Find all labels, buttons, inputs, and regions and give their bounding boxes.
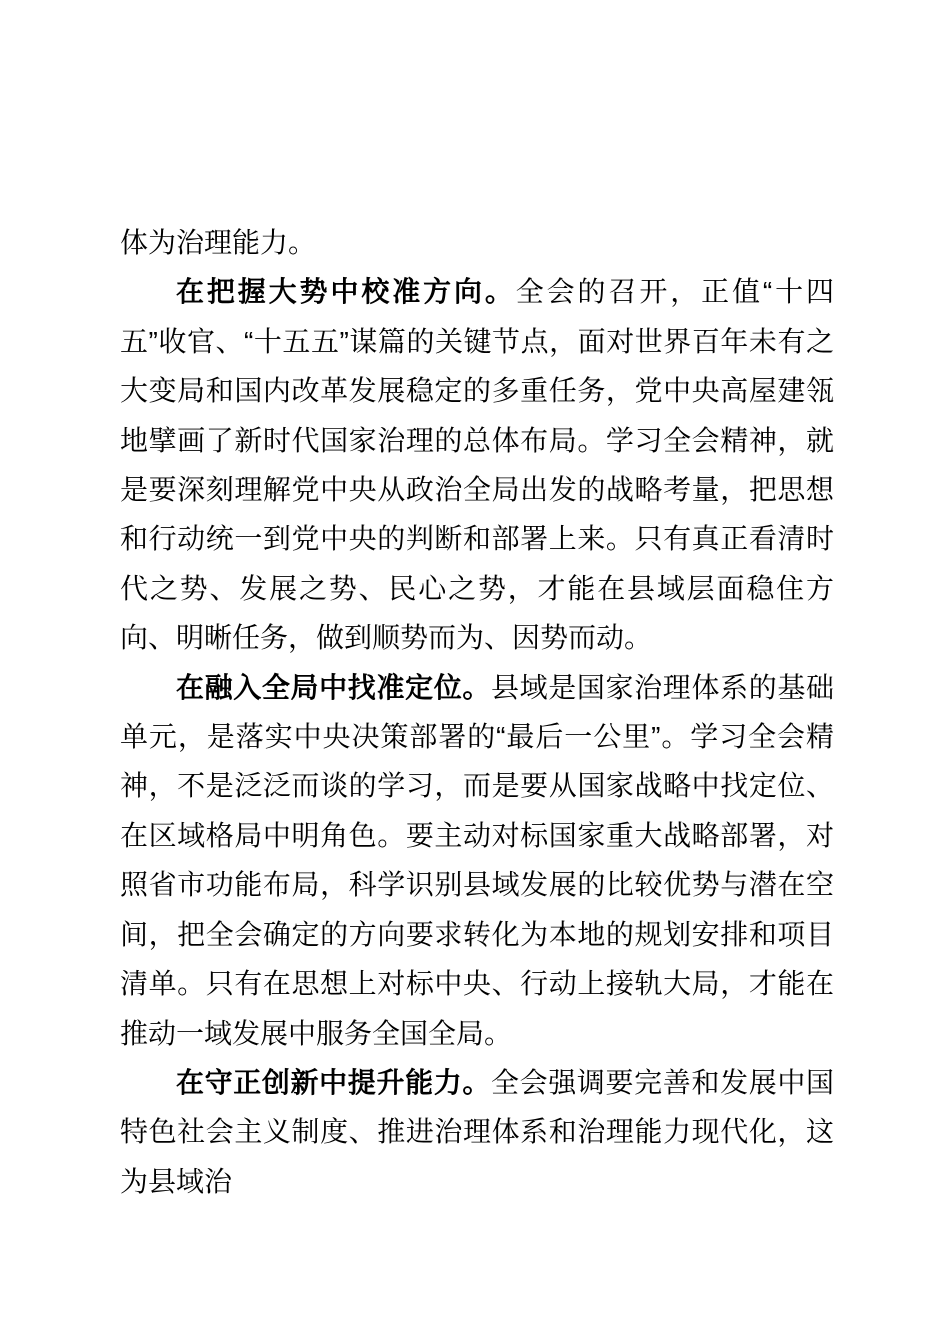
paragraph <box>120 267 834 662</box>
paragraph-text: 县域是国家治理体系的基础单元，是落实中央决策部署的“最后一公里”。学习全会精神，不是泛泛而谈的学习，而是要从国家战略中找定位、在区域格局中明角色。要主动对标国家重大战略部署，对照省市功能布局，科学识别县域发展的比较优势与潜在空间，把全会确定的方向要求转化为本地的规划安排和项目清单。只有在思想上对标中央、行动上接轨大局，才能在推动一域发展中服务全国全局。 <box>120 671 834 1049</box>
paragraph-lead: 在把握大势中校准方向。 <box>176 276 516 308</box>
paragraph <box>120 1058 834 1206</box>
paragraph <box>120 663 834 1058</box>
paragraph-lead: 在融入全局中找准定位。 <box>176 671 491 703</box>
paragraph-text: 全会的召开，正值“十四五”收官、“十五五”谋篇的关键节点，面对世界百年未有之大变局和国内改革发展稳定的多重任务，党中央高屋建瓴地擘画了新时代国家治理的总体布局。学习全会精神，就是要深刻理解党中央从政治全局出发的战略考量，把思想和行动统一到党中央的判断和部署上来。只有真正看清时代之势、发展之势、民心之势，才能在县域层面稳住方向、明晰任务，做到顺势而为、因势而动。 <box>120 276 834 654</box>
paragraph-lead: 在守正创新中提升能力。 <box>176 1066 491 1098</box>
paragraph-text: 全会强调要完善和发展中国特色社会主义制度、推进治理体系和治理能力现代化，这为县域治 <box>120 1066 834 1197</box>
paragraph <box>120 218 834 267</box>
paragraph-text: 体为治理能力。 <box>120 227 317 258</box>
document-text-body <box>120 218 834 1206</box>
